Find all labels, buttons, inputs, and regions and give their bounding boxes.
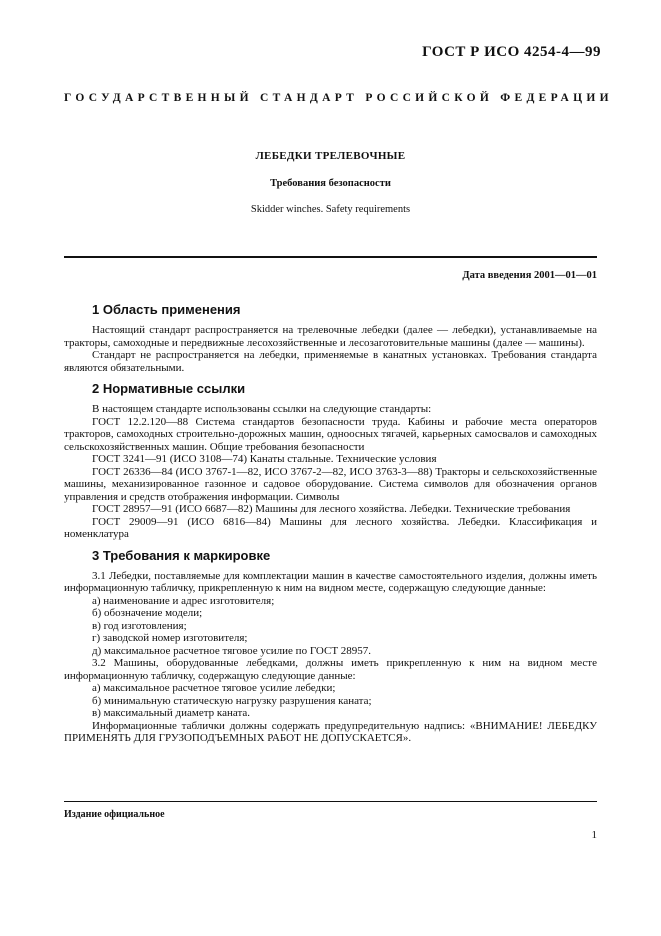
footer-divider [64,801,597,802]
document-title: ЛЕБЕДКИ ТРЕЛЕВОЧНЫЕ [255,150,406,162]
section-heading: 1 Область применения [92,302,241,317]
section-heading: 2 Нормативные ссылки [92,381,246,396]
list-item: д) максимальное расчетное тяговое усилие по ГОСТ 28957. [92,644,372,657]
section-marking-requirements [64,548,597,745]
document-subtitle: Требования безопасности [270,178,391,189]
warning-paragraph: Информационные таблички должны содержать предупредительную надпись: «ВНИМАНИЕ! ЛЕБЕДКУ ПРИМЕНЯТЬ ДЛЯ ГРУЗОПОДЪЕМНЫХ РАБОТ НЕ ДОПУСКАЕТСЯ». [64,719,597,744]
clause-3-2: 3.2 Машины, оборудованные лебедками, должны иметь прикрепленную к ним на видном месте информационную табличку, содержащую следующие данные: [64,657,597,682]
edition-label: Издание официальное [64,809,165,820]
title-block [64,150,597,215]
paragraph: Стандарт не распространяется на лебедки, применяемые в канатных установках. Требования стандарта являются обязательными. [64,349,597,374]
document-number: ГОСТ Р ИСО 4254-4—99 [422,44,601,60]
reference-item: ГОСТ 28957—91 (ИСО 6687—82) Машины для лесного хозяйства. Лебедки. Технические требования [92,503,571,515]
reference-item: ГОСТ 3241—91 (ИСО 3108—74) Канаты стальные. Технические условия [92,453,437,465]
state-standard-banner: ГОСУДАРСТВЕННЫЙ СТАНДАРТ РОССИЙСКОЙ ФЕДЕРАЦИИ [64,92,613,104]
clause-3-1: 3.1 Лебедки, поставляемые для комплектации машин в качестве самостоятельного изделия, должны иметь информационную табличку, прикрепленную к ним на видном месте, содержащую следующие данные: [64,569,597,594]
document-body [64,302,597,752]
introduction-date: Дата введения 2001—01—01 [462,270,597,281]
document-title-english: Skidder winches. Safety requirements [250,204,411,215]
reference-item: ГОСТ 12.2.120—88 Система стандартов безопасности труда. Кабины и рабочие места операторов тракторов, самоходных строительно-дорожных машин, одноосных тягачей, карьерных самосвалов и самоходных сельскохозяйственных машин. Общие требования безопасности [64,415,597,453]
reference-item: ГОСТ 29009—91 (ИСО 6816—84) Машины для лесного хозяйства. Лебедки. Классификация и номенклатура [64,515,597,540]
paragraph: В настоящем стандарте использованы ссылки на следующие стандарты: [92,403,432,415]
header-divider [64,256,597,258]
paragraph: Настоящий стандарт распространяется на трелевочные лебедки (далее — лебедки), устанавливаемые на тракторы, самоходные и передвижные лесохозяйственные и лесозаготовительные машины (далее — машины). [64,324,597,349]
section-normative-references [64,381,597,541]
list-item: б) обозначение модели; [92,607,203,619]
list-item: в) год изготовления; [92,619,187,632]
list-item: г) заводской номер изготовителя; [92,632,248,644]
section-heading: 3 Требования к маркировке [92,547,271,563]
section-scope [64,302,597,374]
reference-item: ГОСТ 26336—84 (ИСО 3767-1—82, ИСО 3767-2—82, ИСО 3763-3—88) Тракторы и сельскохозяйственные машины, механизированное газонное и садовое оборудование. Система символов для обозначения органов управления и средств отображения информации. Символы [64,465,597,503]
list-item: б) минимальную статическую нагрузку разрушения каната; [92,694,372,707]
list-item: а) максимальное расчетное тяговое усилие лебедки; [92,682,336,694]
list-item: а) наименование и адрес изготовителя; [92,594,275,607]
page-number: 1 [591,829,597,841]
list-item: в) максимальный диаметр каната. [92,707,251,719]
